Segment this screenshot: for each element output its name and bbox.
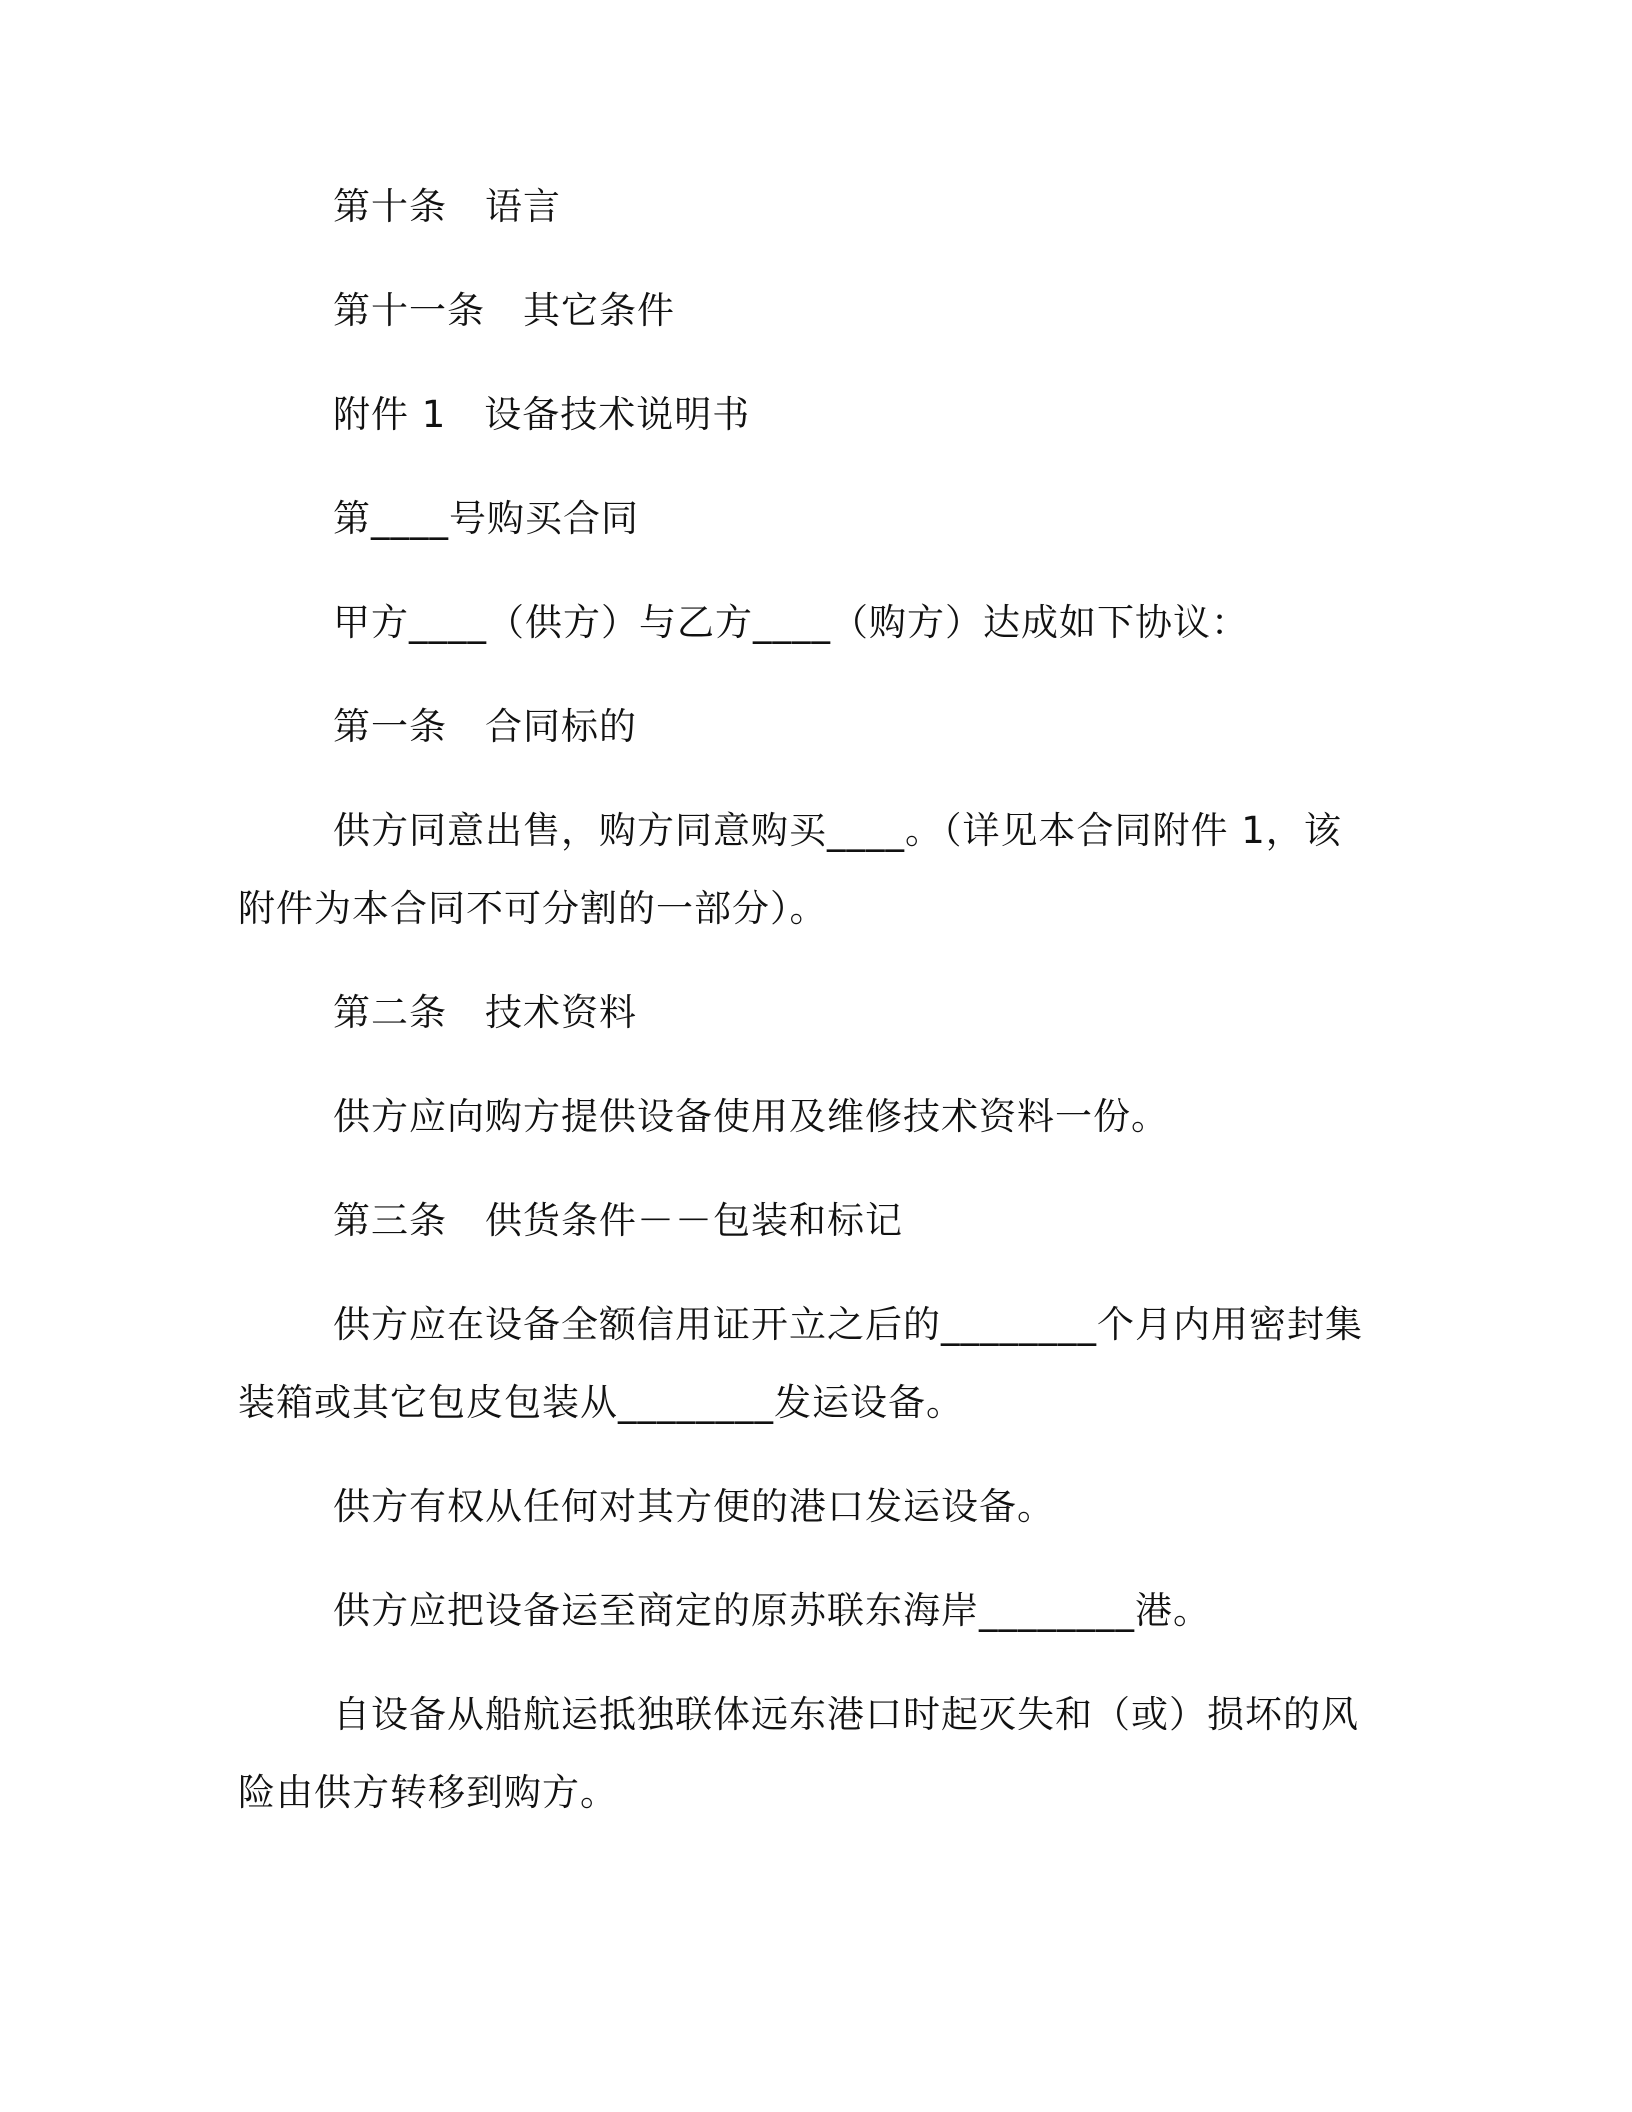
article-2-heading: 第二条 技术资料 (333, 991, 637, 1034)
parties-statement: 甲方____（供方）与乙方____（购方）达成如下协议： (333, 601, 1249, 644)
article-1-body: 供方同意出售，购方同意购买____。（详见本合同附件 1，该附件为本合同不可分割的一部分）。 (238, 809, 1342, 930)
article-10-heading: 第十条 语言 (333, 185, 561, 228)
article-3-body-port-choice: 供方有权从任何对其方便的港口发运设备。 (333, 1485, 1055, 1528)
annex-1-heading: 附件 1 设备技术说明书 (333, 393, 751, 436)
article-11-heading: 第十一条 其它条件 (333, 289, 675, 332)
article-3-heading: 第三条 供货条件－－包装和标记 (333, 1199, 903, 1242)
article-2-body: 供方应向购方提供设备使用及维修技术资料一份。 (333, 1095, 1169, 1138)
article-3-body-shipment: 供方应在设备全额信用证开立之后的________个月内用密封集装箱或其它包皮包装从________发运设备。 (238, 1303, 1363, 1424)
article-3-body-destination: 供方应把设备运至商定的原苏联东海岸________港。 (333, 1589, 1211, 1632)
contract-number-title: 第____号购买合同 (333, 497, 639, 540)
article-3-body-risk-transfer: 自设备从船航运抵独联体远东港口时起灭失和（或）损坏的风险由供方转移到购方。 (238, 1693, 1359, 1814)
article-1-heading: 第一条 合同标的 (333, 705, 637, 748)
